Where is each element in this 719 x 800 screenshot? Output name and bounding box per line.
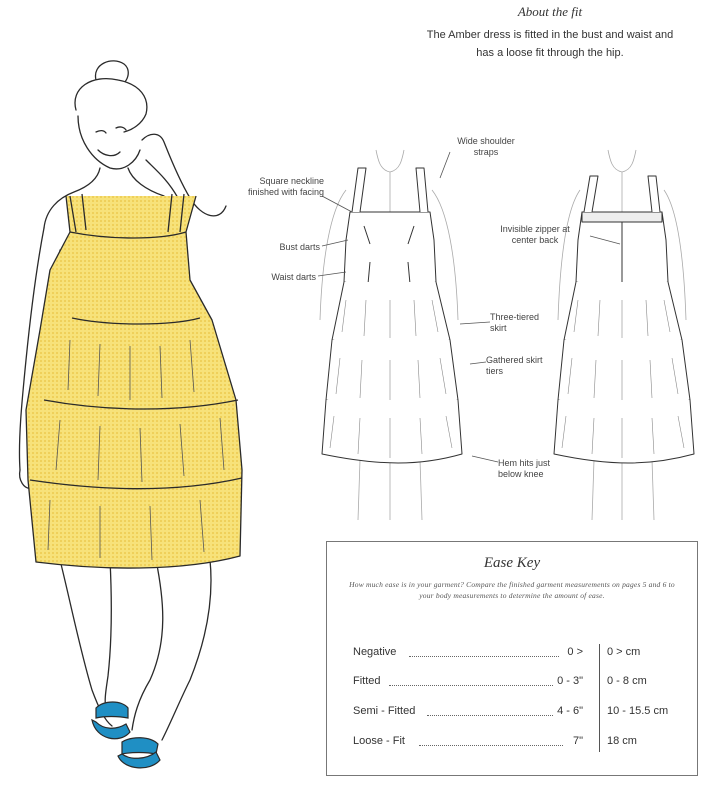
sandals bbox=[92, 702, 160, 768]
ease-label: Fitted bbox=[353, 675, 381, 687]
ease-key-title: Ease Key bbox=[483, 555, 541, 571]
back-technical-drawing bbox=[554, 150, 694, 520]
ease-key-box bbox=[326, 541, 698, 776]
about-fit-body: The Amber dress is fitted in the bust and waist and has a loose fit through the hip. bbox=[426, 29, 674, 59]
ease-inches: 4 - 6" bbox=[557, 705, 583, 717]
dotted-leader bbox=[389, 685, 553, 686]
ease-cm: 10 - 15.5 cm bbox=[607, 705, 669, 717]
ease-inches: 0 > bbox=[567, 646, 583, 658]
ease-cm: 18 cm bbox=[607, 735, 637, 747]
annotation-hem: Hem hits just below knee bbox=[498, 458, 551, 479]
dotted-leader bbox=[427, 715, 553, 716]
ease-cm: 0 - 8 cm bbox=[607, 675, 647, 687]
annotation-straps: Wide shoulder straps bbox=[457, 136, 515, 157]
ease-key-description: How much ease is in your garment? Compare the finished garment measurements on pages 5 and 6 to your body measurements to determine the amount of ease. bbox=[349, 580, 675, 600]
annotation-skirt: Three-tiered skirt bbox=[490, 312, 540, 333]
model-dress bbox=[26, 194, 242, 568]
ease-label: Loose - Fit bbox=[353, 735, 405, 747]
ease-row bbox=[353, 646, 683, 664]
ease-label: Negative bbox=[353, 646, 397, 658]
dotted-leader bbox=[409, 656, 559, 657]
dotted-leader bbox=[419, 745, 563, 746]
ease-inches: 7" bbox=[572, 735, 583, 747]
ease-row bbox=[353, 735, 683, 753]
annotation-neckline: Square neckline finished with facing bbox=[247, 176, 324, 197]
front-technical-drawing bbox=[320, 150, 462, 520]
annotation-tiers: Gathered skirt tiers bbox=[486, 355, 543, 376]
ease-inches: 0 - 3" bbox=[557, 675, 583, 687]
ease-label: Semi - Fitted bbox=[353, 705, 416, 717]
about-fit-title: About the fit bbox=[517, 4, 583, 19]
ease-row bbox=[353, 705, 683, 723]
ease-row bbox=[353, 675, 683, 693]
ease-column-divider bbox=[599, 644, 600, 752]
annotation-zipper: Invisible zipper at center back bbox=[500, 224, 570, 245]
annotation-bust-darts: Bust darts bbox=[279, 242, 320, 252]
annotation-waist-darts: Waist darts bbox=[271, 272, 316, 282]
ease-cm: 0 > cm bbox=[607, 646, 641, 658]
